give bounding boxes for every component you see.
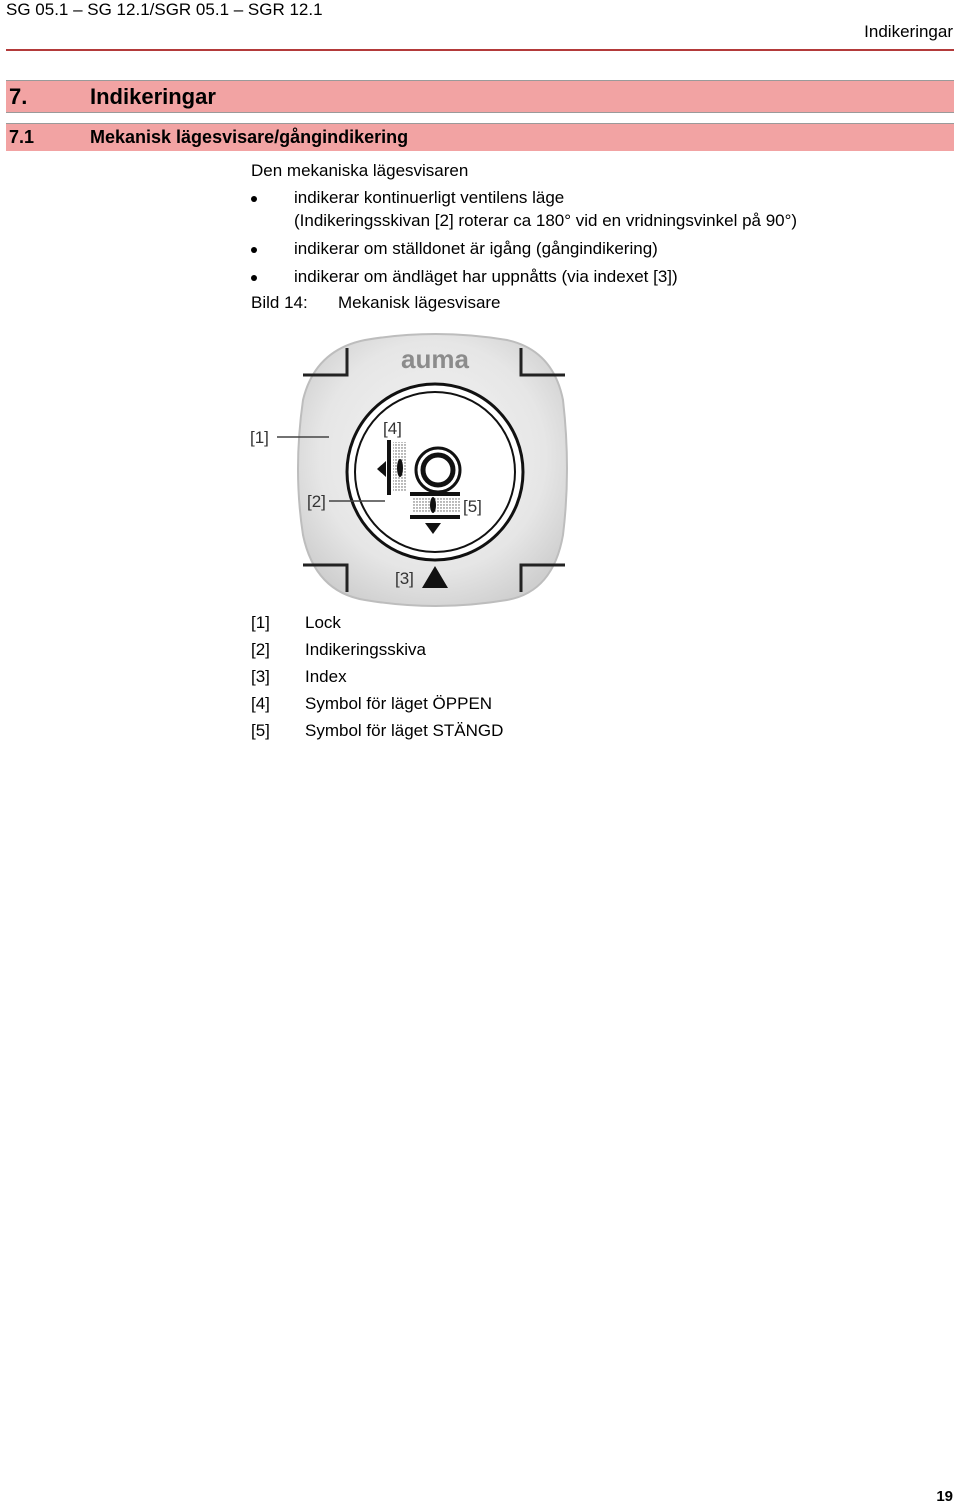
legend-value: Lock bbox=[305, 613, 341, 632]
open-marker-bar bbox=[387, 440, 391, 495]
section-title: Indikeringar bbox=[90, 84, 216, 109]
position-dial-inner-icon bbox=[423, 455, 453, 485]
figure-label: Bild 14: bbox=[251, 293, 308, 312]
legend-value: Index bbox=[305, 667, 347, 686]
closed-marker-base bbox=[410, 515, 460, 519]
list-item bbox=[251, 186, 797, 232]
section-heading bbox=[6, 80, 954, 113]
callout-5: [5] bbox=[463, 497, 482, 516]
legend-key: [2] bbox=[251, 640, 270, 659]
legend-value: Indikeringsskiva bbox=[305, 640, 426, 659]
legend-value: Symbol för läget ÖPPEN bbox=[305, 694, 493, 713]
feature-list bbox=[251, 186, 797, 293]
closed-symbol-icon bbox=[413, 498, 461, 512]
legend-key: [4] bbox=[251, 694, 270, 713]
intro-text: Den mekaniska lägesvisaren bbox=[251, 161, 469, 180]
page-number: 19 bbox=[936, 1488, 953, 1505]
bullet-text: indikerar kontinuerligt ventilens läge bbox=[294, 188, 565, 207]
bullet-text-continued: (Indikeringsskivan [2] roterar ca 180° vid en vridningsvinkel på 90°) bbox=[294, 211, 798, 230]
bullet-text: indikerar om ställdonet är igång (gångindikering) bbox=[294, 239, 658, 258]
position-indicator-figure bbox=[245, 330, 575, 610]
indicator-illustration bbox=[245, 330, 575, 610]
header-product: SG 05.1 – SG 12.1/SGR 05.1 – SGR 12.1 bbox=[6, 0, 323, 19]
subsection-title: Mekanisk lägesvisare/gångindikering bbox=[90, 127, 409, 147]
callout-4: [4] bbox=[383, 419, 402, 438]
callout-3: [3] bbox=[395, 569, 414, 588]
legend-value: Symbol för läget STÄNGD bbox=[305, 721, 504, 740]
header-chapter: Indikeringar bbox=[864, 22, 953, 41]
figure-title: Mekanisk lägesvisare bbox=[338, 293, 501, 312]
header-rule bbox=[6, 49, 954, 51]
list-item bbox=[251, 237, 797, 260]
bullet-text: indikerar om ändläget har uppnåtts (via indexet [3]) bbox=[294, 267, 678, 286]
section-number: 7. bbox=[9, 84, 28, 109]
figure-caption bbox=[251, 293, 501, 313]
legend-key: [3] bbox=[251, 667, 270, 686]
callout-2: [2] bbox=[307, 492, 326, 511]
legend-key: [1] bbox=[251, 613, 270, 632]
subsection-heading bbox=[6, 123, 954, 151]
auma-logo: auma bbox=[401, 344, 469, 374]
closed-marker-bar bbox=[410, 492, 460, 496]
callout-1: [1] bbox=[250, 428, 269, 447]
open-lens-icon bbox=[397, 459, 403, 477]
subsection-number: 7.1 bbox=[9, 127, 35, 147]
list-item bbox=[251, 265, 797, 288]
closed-lens-icon bbox=[430, 497, 436, 513]
legend-key: [5] bbox=[251, 721, 270, 740]
